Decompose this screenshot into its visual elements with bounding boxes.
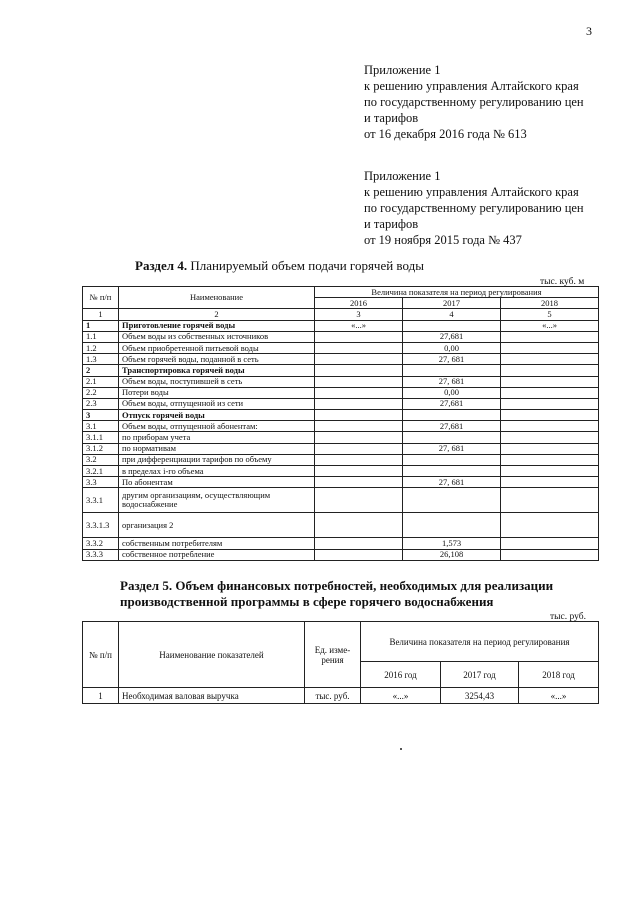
- appendix-line: Приложение 1: [364, 169, 441, 183]
- section4-title: [135, 258, 424, 274]
- row-value-2018: [501, 538, 599, 549]
- row-value-2016: [315, 466, 403, 477]
- row-name: другим организациям, осуществляющим водоснабжение: [119, 488, 315, 513]
- row-num: 3.2.1: [83, 466, 119, 477]
- header-name: Наименование показателей: [119, 622, 305, 688]
- header-period: Величина показателя на период регулирования: [315, 287, 599, 298]
- row-value-2018: [501, 477, 599, 488]
- row-value-2016: [315, 432, 403, 443]
- section5-unit: тыс. руб.: [550, 612, 586, 622]
- row-name: при дифференциации тарифов по объему: [119, 454, 315, 465]
- row-name: Объем воды, отпущенной абонентам:: [119, 421, 315, 432]
- section5-title: [120, 578, 600, 610]
- section5-table: [82, 621, 599, 704]
- row-num: 3.3.2: [83, 538, 119, 549]
- row-value-2016: [315, 387, 403, 398]
- row-num: 3.1.1: [83, 432, 119, 443]
- section4-table-body: [83, 320, 599, 560]
- row-name: собственное потребление: [119, 549, 315, 560]
- header-index: 4: [403, 309, 501, 320]
- appendix-line: от 19 ноября 2015 года № 437: [364, 233, 522, 247]
- section4-unit: тыс. куб. м: [540, 277, 585, 287]
- row-value-2016: [315, 513, 403, 538]
- table-row: [83, 398, 599, 409]
- row-num: 3.1: [83, 421, 119, 432]
- header-unit: Ед. изме-рения: [305, 622, 361, 688]
- row-name: по нормативам: [119, 443, 315, 454]
- section5-heading: Объем финансовых потребностей, необходимых для реализации производственной программы в сфере горячего водоснабжения: [120, 578, 554, 609]
- header-year: 2017: [403, 298, 501, 309]
- header-num: № п/п: [83, 287, 119, 309]
- page-number: 3: [586, 24, 592, 38]
- row-num: 2.1: [83, 376, 119, 387]
- table-row: [83, 354, 599, 365]
- row-value-2017: 27, 681: [403, 443, 501, 454]
- appendix-line: и тарифов: [364, 111, 419, 125]
- row-name: по приборам учета: [119, 432, 315, 443]
- header-year: 2017 год: [441, 662, 519, 688]
- row-name: Приготовление горячей воды: [119, 320, 315, 331]
- row-value-2016: [315, 365, 403, 376]
- row-value-2018: [501, 331, 599, 342]
- row-name: Отпуск горячей воды: [119, 410, 315, 421]
- row-value-2016: [315, 443, 403, 454]
- row-num: 3.3.1.3: [83, 513, 119, 538]
- row-value-2017: [403, 320, 501, 331]
- table-row: [83, 466, 599, 477]
- table-row: [83, 410, 599, 421]
- row-value-2018: [501, 432, 599, 443]
- table-row: [83, 320, 599, 331]
- table-row: [83, 331, 599, 342]
- appendix-line: по государственному регулированию цен: [364, 95, 584, 109]
- row-value-2018: «...»: [501, 320, 599, 331]
- row-name: По абонентам: [119, 477, 315, 488]
- header-year: 2018 год: [519, 662, 599, 688]
- row-value-2018: [501, 549, 599, 560]
- row-value-2018: [501, 365, 599, 376]
- table-row: [83, 477, 599, 488]
- row-name: Объем воды, отпущенной из сети: [119, 398, 315, 409]
- row-num: 3: [83, 410, 119, 421]
- row-name: Потери воды: [119, 387, 315, 398]
- row-name: Необходимая валовая выручка: [119, 688, 305, 704]
- header-index: 5: [501, 309, 599, 320]
- row-name: Объем горячей воды, поданной в сеть: [119, 354, 315, 365]
- row-value-2018: [501, 354, 599, 365]
- row-num: 3.1.2: [83, 443, 119, 454]
- row-value-2016: «...»: [315, 320, 403, 331]
- row-value-2018: [501, 421, 599, 432]
- header-year: 2016: [315, 298, 403, 309]
- table-row: [83, 454, 599, 465]
- appendix-line: к решению управления Алтайского края: [364, 185, 579, 199]
- row-value-2016: [315, 488, 403, 513]
- table-row: [83, 387, 599, 398]
- row-value-2016: [315, 410, 403, 421]
- row-unit: тыс. руб.: [305, 688, 361, 704]
- row-name: Объем воды из собственных источников: [119, 331, 315, 342]
- row-value-2016: [315, 354, 403, 365]
- appendix-previous: [364, 168, 584, 248]
- table-row: [83, 549, 599, 560]
- section4-heading: Планируемый объем подачи горячей воды: [190, 258, 424, 273]
- table-row: [83, 421, 599, 432]
- table-row: [83, 376, 599, 387]
- table-row: [83, 488, 599, 513]
- row-value-2016: [315, 477, 403, 488]
- row-value-2017: 0,00: [403, 342, 501, 353]
- row-value-2017: [403, 432, 501, 443]
- row-num: 1: [83, 320, 119, 331]
- appendix-line: и тарифов: [364, 217, 419, 231]
- header-index: 2: [119, 309, 315, 320]
- row-value-2016: [315, 342, 403, 353]
- appendix-line: Приложение 1: [364, 63, 441, 77]
- row-value-2018: [501, 410, 599, 421]
- row-value-2017: 0,00: [403, 387, 501, 398]
- table-row: [83, 432, 599, 443]
- row-num: 3.3: [83, 477, 119, 488]
- row-name: Объем воды, поступившей в сеть: [119, 376, 315, 387]
- row-value-2017: [403, 513, 501, 538]
- row-value-2016: [315, 454, 403, 465]
- row-value-2017: 27, 681: [403, 477, 501, 488]
- table-row: [83, 443, 599, 454]
- section4-label: Раздел 4.: [135, 258, 188, 273]
- row-num: 2: [83, 365, 119, 376]
- row-num: 2.3: [83, 398, 119, 409]
- section4-table: [82, 286, 599, 561]
- row-name: в пределах i-го объема: [119, 466, 315, 477]
- row-value-2018: [501, 488, 599, 513]
- row-num: 1: [83, 688, 119, 704]
- row-value-2017: 27,681: [403, 421, 501, 432]
- row-value-2016: «...»: [361, 688, 441, 704]
- row-num: 3.3.1: [83, 488, 119, 513]
- row-num: 3.3.3: [83, 549, 119, 560]
- appendix-line: от 16 декабря 2016 года № 613: [364, 127, 527, 141]
- row-value-2018: «...»: [519, 688, 599, 704]
- row-value-2017: 27, 681: [403, 354, 501, 365]
- row-value-2016: [315, 549, 403, 560]
- header-num: № п/п: [83, 622, 119, 688]
- header-year: 2018: [501, 298, 599, 309]
- row-value-2017: 1,573: [403, 538, 501, 549]
- row-value-2017: 26,108: [403, 549, 501, 560]
- row-value-2018: [501, 466, 599, 477]
- row-value-2018: [501, 454, 599, 465]
- row-num: 3.2: [83, 454, 119, 465]
- row-value-2016: [315, 398, 403, 409]
- appendix-line: к решению управления Алтайского края: [364, 79, 579, 93]
- table-row: [83, 513, 599, 538]
- row-num: 2.2: [83, 387, 119, 398]
- row-value-2017: [403, 466, 501, 477]
- table-row: [83, 365, 599, 376]
- row-num: 1.1: [83, 331, 119, 342]
- row-value-2016: [315, 421, 403, 432]
- row-value-2016: [315, 331, 403, 342]
- row-value-2017: [403, 488, 501, 513]
- row-value-2018: [501, 513, 599, 538]
- row-value-2017: [403, 410, 501, 421]
- header-period: Величина показателя на период регулирования: [361, 622, 599, 662]
- row-value-2016: [315, 376, 403, 387]
- row-value-2017: [403, 365, 501, 376]
- scan-dot: [400, 748, 402, 750]
- header-year: 2016 год: [361, 662, 441, 688]
- row-name: Транспортировка горячей воды: [119, 365, 315, 376]
- section5-label: Раздел 5.: [120, 578, 173, 593]
- table-row: [83, 538, 599, 549]
- row-value-2017: 27,681: [403, 398, 501, 409]
- appendix-line: по государственному регулированию цен: [364, 201, 584, 215]
- row-num: 1.3: [83, 354, 119, 365]
- row-value-2017: 27, 681: [403, 376, 501, 387]
- appendix-current: [364, 62, 584, 142]
- row-value-2018: [501, 342, 599, 353]
- row-value-2017: 3254,43: [441, 688, 519, 704]
- header-index: 1: [83, 309, 119, 320]
- row-name: организация 2: [119, 513, 315, 538]
- row-value-2017: 27,681: [403, 331, 501, 342]
- row-name: собственным потребителям: [119, 538, 315, 549]
- row-value-2018: [501, 387, 599, 398]
- row-name: Объем приобретенной питьевой воды: [119, 342, 315, 353]
- row-value-2018: [501, 376, 599, 387]
- header-name: Наименование: [119, 287, 315, 309]
- row-value-2017: [403, 454, 501, 465]
- table-row: [83, 342, 599, 353]
- header-index: 3: [315, 309, 403, 320]
- row-value-2018: [501, 443, 599, 454]
- row-value-2018: [501, 398, 599, 409]
- row-value-2016: [315, 538, 403, 549]
- row-num: 1.2: [83, 342, 119, 353]
